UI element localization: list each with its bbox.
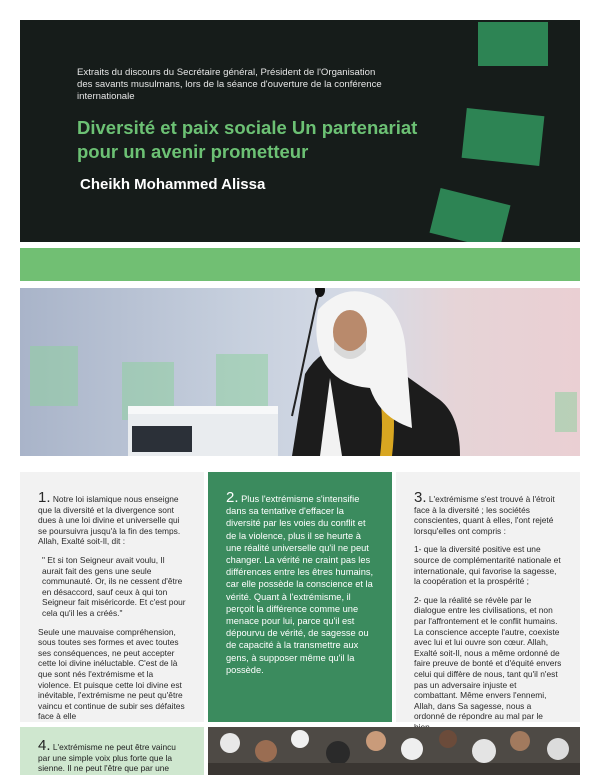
decorative-square [430,188,511,242]
section-text: Seule une mauvaise compréhension, sous toutes ses formes et avec toutes ses conséquences, ne peut accepter cette loi divine inéluctable. C'est de là que sont nés l'extrémisme et la violence. Et puisque cette loi divine est inévitable, l'extrémisme ne peut qu'être vaincu et continue de subir ses défaites face à elle [38,626,185,722]
section-number: 2. [226,489,239,506]
section-text: Notre loi islamique nous enseigne que la diversité et la divergence sont dues à une loi divine et universelle qui se poursuivra jusqu'à la fin des temps. Allah, Exalté soit-Il, dit : [38,494,181,547]
header-intro: Extraits du discours du Secrétaire général, Président de l'Organisation des savants musulmans, lors de la séance d'ouverture de la conférence internationale [77,67,382,102]
section-number: 3. [414,489,427,506]
list-item: 1- que la diversité positive est une source de complémentarité nationale et internationale, qui favorise la sagesse, la coopération et la prospérité ; [414,544,561,587]
list-item: 2- que la réalité se révèle par le dialogue entre les civilisations, et non par l'affrontement et le conflit humains. La conscience accepte l'autre, coexiste avec lui et lui ouvre son cœur. Allah, Exalté soit-Il, nous a même ordonné de faire preuve de bonté et d'équité envers celui qui diffère de nous, tant qu'il n'est pas un adversaire injuste et combattant. Même envers l'ennemi, Allah, dans Sa sagesse, nous a ordonné de répondre au mal par le [414,594,562,722]
audience-illustration [208,727,580,775]
header-banner [20,20,580,242]
decorative-square [478,22,548,66]
section-text: L'extrémisme ne peut être vaincu par une simple voix plus forte que la sienne. Il ne peut l'être que par une [38,742,176,774]
section-text: L'extrémisme s'est trouvé à l'étroit face à la diversité ; les sociétés conscientes, quant à elles, l'ont rejeté lorsqu'elles ont compris : [414,494,555,536]
section-text: Plus l'extrémisme s'intensifie dans sa tentative d'effacer la diversité par les voies du conflit et de la violence, plus il se heurte à une réalité universelle qu'il ne peut changer. La vérité ne craint pas les différences entre les êtres humains, car elle possède la conscience et la vérité. Quant à l'extrémisme, il perçoit la différence comme une menace pour lui, parce qu'il est dépourvu de vérité, de sagesse ou de capacité à la transmettre aux gens, à supposer même qu'il la possède. [226,494,374,675]
section-number: 4. [38,737,51,754]
audience-photo [208,727,580,775]
quran-quote: " Et si ton Seigneur avait voulu, Il aurait fait des gens une seule communauté. Or, ils ne cessent d'être en désaccord, sauf ceux à qui ton Seigneur fait miséricorde. Et c'est pour cela qu'il les a créés." [42,554,186,618]
section-4 [20,727,204,775]
speaker-illustration [20,288,580,456]
green-band [20,248,580,281]
section-3 [396,472,580,722]
section-2 [208,472,392,722]
author-name: Cheikh Mohammed Alissa [80,176,266,193]
speaker-photo [20,288,580,456]
decorative-square [462,108,545,166]
section-number: 1. [38,489,51,506]
page-title: Diversité et paix sociale Un partenariat pour un avenir prometteur [77,117,418,162]
section-1 [20,472,204,722]
